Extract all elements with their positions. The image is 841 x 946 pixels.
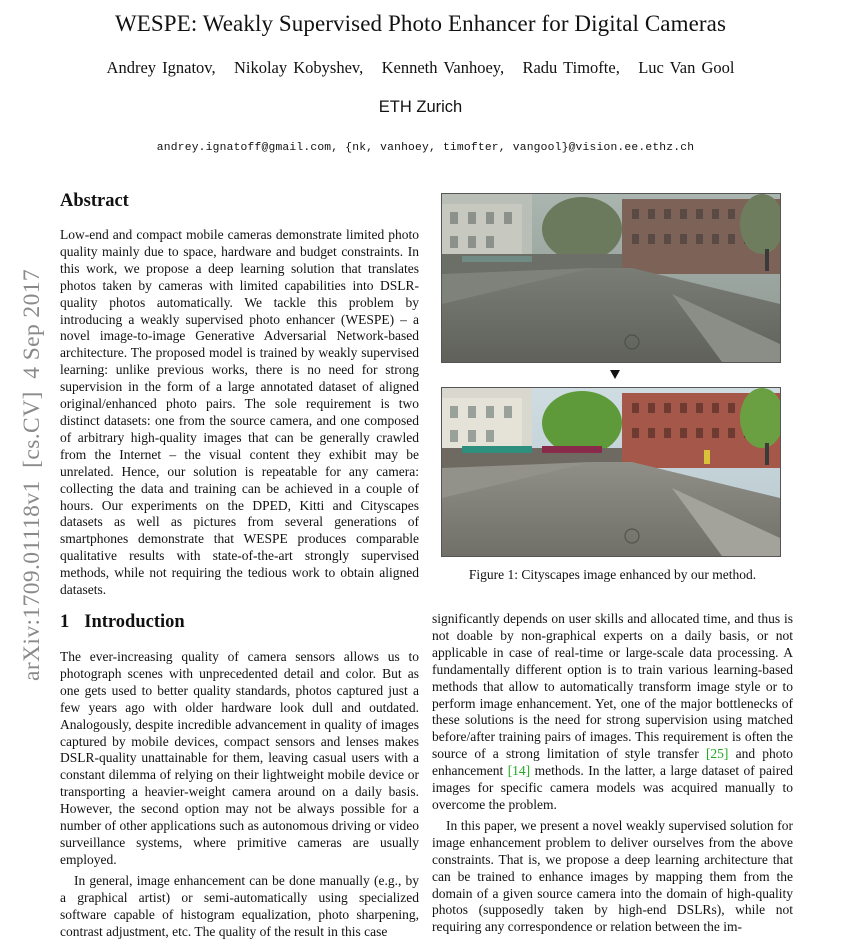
abstract-paragraph: Low-end and compact mobile cameras demonstrate limited photo quality mainly due to space, hardware and budget constraints. In this work, we propose a deep learning solution that translates photos taken by cameras with limited capabilities into DSLR-quality photos automatically. We tackle this problem by introducing a weakly supervised photo enhancer (WESPE) – a novel image-to-image Generative Adversarial Network-based architecture. The proposed model is trained by weakly supervised learning: unlike previous works, there is no need for strong supervision in the form of a large annotated dataset of aligned original/enhanced photo pairs. The sole requirement is two distinct datasets: one from the source camera, and one composed of arbitrary high-quality images that can be generally crawled from the Internet – the visual content they exhibit may be unrelated. Hence, our solution is repeatable for any camera: collecting the data and training can be achieved in a couple of hours. Our experiments on the DPED, Kitti and Cityscapes datasets as well as pictures from several generations of smartphones demonstrate that WESPE produces comparable qualitative results with state-of-the-art strongly supervised methods, while not requiring the tedious work to obtain aligned datasets.: [60, 227, 419, 598]
citation-link[interactable]: [25]: [705, 746, 729, 762]
text-run: methods. In the latter, a large dataset of paired images for specific camera models was acquired manually to overcome the problem.: [432, 763, 793, 812]
enhanced-photo: [441, 387, 781, 557]
abstract-heading: Abstract: [60, 191, 129, 211]
section-number: 1: [60, 612, 70, 632]
intro-paragraph-1: The ever-increasing quality of camera sensors allows us to photograph scenes with unprecedented detail and color. But as one gets used to better quality standards, photos captured just a few years ago with older hardware look dull and outdated. Analogously, despite incredible advancement in quality of images captured by mobile devices, compact sensors and lenses makes DSLR-quality unattainable for them, leaving casual users with a constant dilemma of relying on their lightweight mobile device or transporting a heavier-weight camera around on a daily basis. However, the second option may not be always possible for a number of other applications such as autonomous driving or video surveillance systems, where primitive cameras are usually employed.: [60, 649, 419, 867]
figure-caption: Figure 1: Cityscapes image enhanced by our method.: [468, 567, 757, 582]
citation-link[interactable]: [14]: [507, 763, 531, 779]
section-title: Introduction: [84, 612, 185, 632]
introduction-right-column: [432, 611, 793, 936]
abstract-text: [60, 227, 419, 599]
text-run: and photo enhancement: [432, 746, 793, 779]
affiliation: ETH Zurich: [378, 98, 463, 116]
intro-paragraph-4: In this paper, we present a novel weakly supervised solution for image enhancement problem to deliver ourselves from the above constraints. That is, we propose a deep learning architecture that can be trained to enhance images by mapping them from the domain of a given source camera into the domain of high-quality photos (supposedly taken by high-end DSLRs), while not requiring any correspondence or relation between the im-: [432, 817, 793, 935]
text-run: significantly depends on user skills and allocated time, and thus is not doable by non-graphical experts on a daily basis, or not applicable in case of real-time or large-scale data processing. A fundamentally different option is to train various learning-based methods that allow to automatically transform image style or to perform image enhancement. Yet, one of the major bottlenecks of these solutions is the need for strong supervision using matched before/after training pairs of images. This requirement is often the source of a strong limitation of style transfer: [432, 611, 793, 762]
paper-title: WESPE: Weakly Supervised Photo Enhancer for Digital Cameras: [114, 11, 727, 36]
introduction-heading: [60, 611, 185, 633]
intro-paragraph-3: [432, 611, 793, 814]
author-emails: andrey.ignatoff@gmail.com, {nk, vanhoey, timofter, vangool}@vision.ee.ethz.ch: [156, 142, 695, 154]
arxiv-stamp: arXiv:1709.01118v1 [cs.CV] 4 Sep 2017: [19, 268, 45, 681]
street-scene-original: [442, 194, 780, 362]
introduction-left-column: [60, 649, 419, 940]
author-list: Andrey Ignatov, Nikolay Kobyshev, Kenneth Vanhoey, Radu Timofte, Luc Van Gool: [106, 58, 735, 77]
original-photo: [441, 193, 781, 363]
down-triangle-arrow-icon: [609, 368, 621, 380]
intro-paragraph-2: In general, image enhancement can be done manually (e.g., by a graphical artist) or semi-automatically using specialized software capable of histogram equalization, photo sharpening, contrast adjustment, etc. The quality of the result in this case: [60, 872, 419, 939]
street-scene-enhanced: [442, 388, 780, 556]
